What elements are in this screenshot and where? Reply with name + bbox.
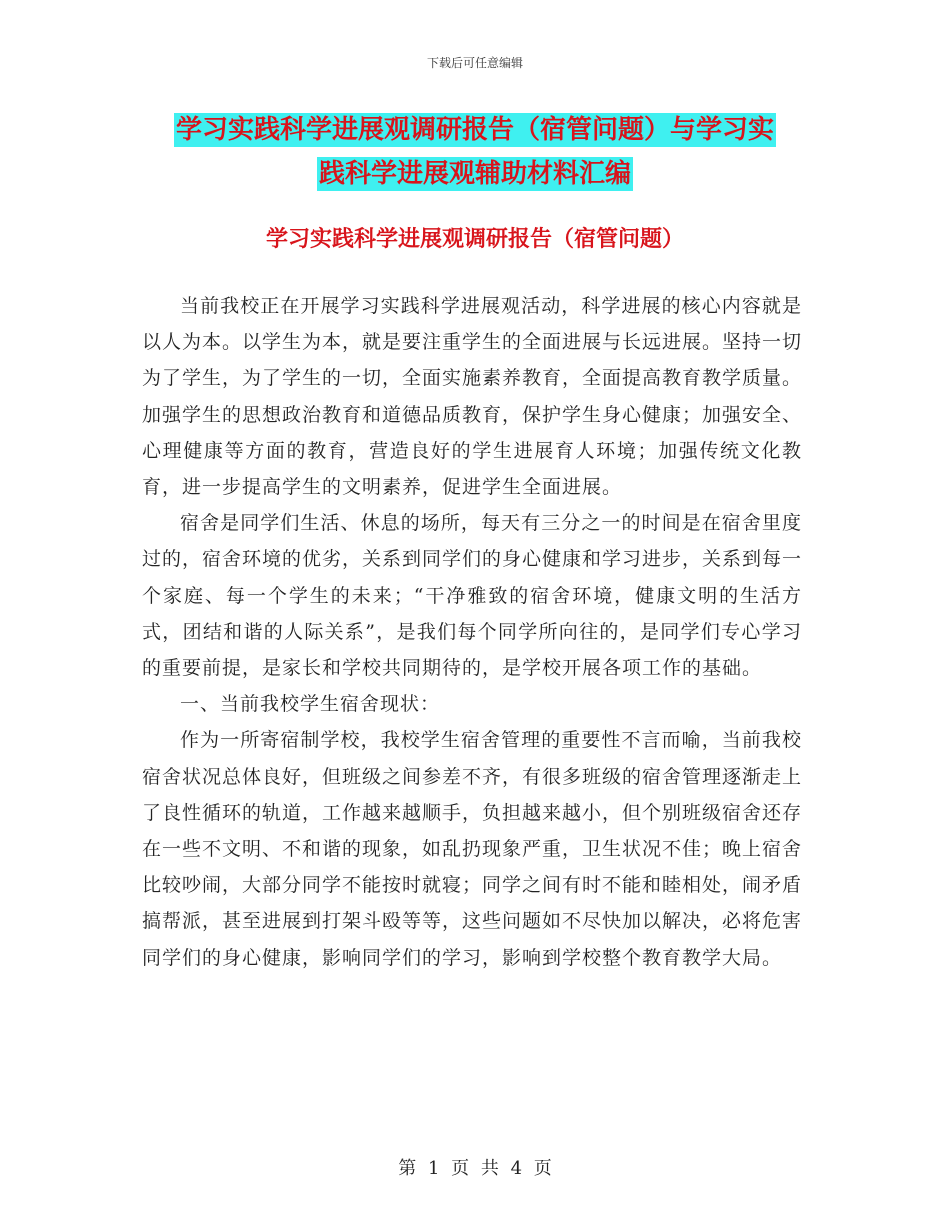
document-body	[142, 288, 802, 976]
paragraph-heading: 一、当前我校学生宿舍现状：	[180, 693, 441, 716]
document-title-line-2: 践科学进展观辅助材料汇编	[318, 159, 631, 189]
paragraph: 宿舍是同学们生活、休息的场所，每天有三分之一的时间是在宿舍里度过的，宿舍环境的优劣，关系到同学们的身心健康和学习进步，关系到每一个家庭、每一个学生的未来；“干净雅致的宿舍环境，健康文明的生活方式，团结和谐的人际关系”，是我们每个同学所向往的，是同学们专心学习的重要前提，是家长和学校共同期待的，是学校开展各项工作的基础。	[142, 512, 803, 680]
paragraph: 当前我校正在开展学习实践科学进展观活动，科学进展的核心内容就是以人为本。以学生为本，就是要注重学生的全面进展与长远进展。坚持一切为了学生，为了学生的一切，全面实施素养教育，全面提高教育教学质量。加强学生的思想政治教育和道德品质教育，保护学生身心健康；加强安全、心理健康等方面的教育，营造良好的学生进展育人环境；加强传统文化教育，进一步提高学生的文明素养，促进学生全面进展。	[142, 295, 803, 499]
document-title-line-1: 学习实践科学进展观调研报告（宿管问题）与学习实	[175, 115, 774, 145]
paragraph: 作为一所寄宿制学校，我校学生宿舍管理的重要性不言而喻，当前我校宿舍状况总体良好，但班级之间参差不齐，有很多班级的宿舍管理逐渐走上了良性循环的轨道，工作越来越顺手，负担越来越小，但个别班级宿舍还存在一些不文明、不和谐的现象，如乱扔现象严重，卫生状况不佳；晚上宿舍比较吵闹，大部分同学不能按时就寝；同学之间有时不能和睦相处，闹矛盾搞帮派，甚至进展到打架斗殴等等，这些问题如不尽快加以解决，必将危害同学们的身心健康，影响同学们的学习，影响到学校整个教育教学大局。	[142, 729, 803, 969]
section-title: 学习实践科学进展观调研报告（宿管问题）	[265, 227, 684, 252]
page-number: 第 1 页 共 4 页	[398, 1158, 552, 1179]
document-title	[100, 108, 850, 196]
header-note: 下载后可任意编辑	[426, 56, 523, 70]
